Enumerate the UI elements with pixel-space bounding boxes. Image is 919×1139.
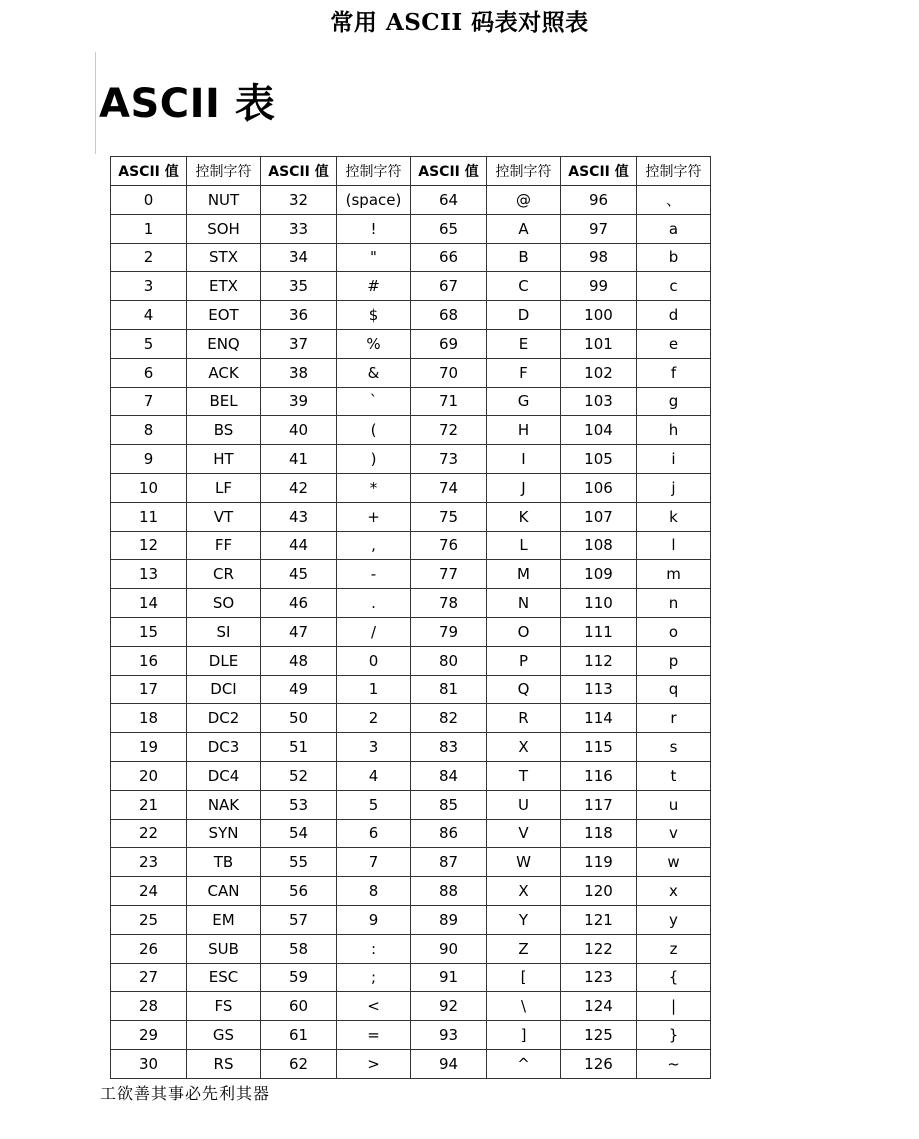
ascii-value-cell: 45: [261, 560, 337, 589]
ascii-value-cell: 72: [411, 416, 487, 445]
control-char-cell: x: [637, 877, 711, 906]
control-char-cell: z: [637, 934, 711, 963]
table-row: [111, 617, 711, 646]
ascii-value-cell: 17: [111, 675, 187, 704]
table-row: [111, 416, 711, 445]
ascii-value-cell: 56: [261, 877, 337, 906]
control-char-cell: 3: [337, 733, 411, 762]
control-char-cell: u: [637, 790, 711, 819]
ascii-value-cell: 33: [261, 214, 337, 243]
ascii-value-cell: 14: [111, 589, 187, 618]
control-char-cell: e: [637, 329, 711, 358]
control-char-cell: <: [337, 992, 411, 1021]
control-char-cell: `: [337, 387, 411, 416]
control-char-cell: FF: [187, 531, 261, 560]
control-char-cell: \: [487, 992, 561, 1021]
control-char-cell: 、: [637, 186, 711, 215]
control-char-cell: CAN: [187, 877, 261, 906]
table-header-row: [111, 157, 711, 186]
ascii-value-cell: 118: [561, 819, 637, 848]
ascii-value-cell: 114: [561, 704, 637, 733]
control-char-cell: g: [637, 387, 711, 416]
ascii-value-cell: 61: [261, 1021, 337, 1050]
control-char-cell: L: [487, 531, 561, 560]
control-char-cell: SI: [187, 617, 261, 646]
control-char-cell: E: [487, 329, 561, 358]
ascii-value-cell: 92: [411, 992, 487, 1021]
control-char-cell: a: [637, 214, 711, 243]
control-char-cell: ESC: [187, 963, 261, 992]
control-char-cell: Y: [487, 905, 561, 934]
table-row: [111, 329, 711, 358]
ascii-value-cell: 51: [261, 733, 337, 762]
ascii-value-cell: 62: [261, 1049, 337, 1078]
left-margin-rule: [95, 52, 96, 154]
ascii-value-cell: 68: [411, 301, 487, 330]
control-char-cell: >: [337, 1049, 411, 1078]
control-char-cell: K: [487, 502, 561, 531]
control-char-cell: D: [487, 301, 561, 330]
ascii-value-cell: 73: [411, 445, 487, 474]
control-char-cell: F: [487, 358, 561, 387]
ascii-value-cell: 30: [111, 1049, 187, 1078]
control-char-cell: DC4: [187, 761, 261, 790]
ascii-value-cell: 42: [261, 473, 337, 502]
ascii-value-cell: 3: [111, 272, 187, 301]
control-char-cell: ^: [487, 1049, 561, 1078]
control-char-cell: TB: [187, 848, 261, 877]
ascii-value-cell: 98: [561, 243, 637, 272]
ascii-value-cell: 86: [411, 819, 487, 848]
ascii-value-cell: 106: [561, 473, 637, 502]
table-row: [111, 1021, 711, 1050]
ascii-value-cell: 111: [561, 617, 637, 646]
control-char-cell: I: [487, 445, 561, 474]
ascii-value-cell: 74: [411, 473, 487, 502]
ascii-value-cell: 39: [261, 387, 337, 416]
ascii-value-cell: 44: [261, 531, 337, 560]
ascii-value-cell: 1: [111, 214, 187, 243]
ascii-value-cell: 94: [411, 1049, 487, 1078]
control-char-cell: DCI: [187, 675, 261, 704]
ascii-value-cell: 70: [411, 358, 487, 387]
ascii-value-cell: 108: [561, 531, 637, 560]
control-char-cell: [: [487, 963, 561, 992]
table-row: [111, 819, 711, 848]
control-char-cell: 9: [337, 905, 411, 934]
ascii-value-cell: 7: [111, 387, 187, 416]
table-row: [111, 473, 711, 502]
ascii-value-cell: 11: [111, 502, 187, 531]
table-row: [111, 790, 711, 819]
control-char-cell: ]: [487, 1021, 561, 1050]
ascii-value-cell: 28: [111, 992, 187, 1021]
header-ascii-value: ASCII 值: [111, 157, 187, 186]
control-char-cell: BS: [187, 416, 261, 445]
ascii-value-cell: 109: [561, 560, 637, 589]
control-char-cell: =: [337, 1021, 411, 1050]
ascii-value-cell: 22: [111, 819, 187, 848]
header-ascii-value: ASCII 值: [561, 157, 637, 186]
control-char-cell: GS: [187, 1021, 261, 1050]
control-char-cell: BEL: [187, 387, 261, 416]
control-char-cell: 8: [337, 877, 411, 906]
ascii-value-cell: 65: [411, 214, 487, 243]
ascii-value-cell: 123: [561, 963, 637, 992]
ascii-value-cell: 52: [261, 761, 337, 790]
control-char-cell: SUB: [187, 934, 261, 963]
ascii-value-cell: 115: [561, 733, 637, 762]
ascii-value-cell: 85: [411, 790, 487, 819]
control-char-cell: ;: [337, 963, 411, 992]
ascii-value-cell: 82: [411, 704, 487, 733]
control-char-cell: DLE: [187, 646, 261, 675]
ascii-value-cell: 6: [111, 358, 187, 387]
ascii-value-cell: 5: [111, 329, 187, 358]
ascii-value-cell: 77: [411, 560, 487, 589]
control-char-cell: d: [637, 301, 711, 330]
control-char-cell: s: [637, 733, 711, 762]
control-char-cell: O: [487, 617, 561, 646]
table-row: [111, 186, 711, 215]
ascii-value-cell: 125: [561, 1021, 637, 1050]
ascii-value-cell: 59: [261, 963, 337, 992]
ascii-value-cell: 100: [561, 301, 637, 330]
control-char-cell: w: [637, 848, 711, 877]
document-title: 常用 ASCII 码表对照表: [330, 9, 589, 36]
ascii-value-cell: 126: [561, 1049, 637, 1078]
ascii-value-cell: 119: [561, 848, 637, 877]
ascii-value-cell: 113: [561, 675, 637, 704]
header-control-char: 控制字符: [487, 157, 561, 186]
control-char-cell: l: [637, 531, 711, 560]
ascii-value-cell: 27: [111, 963, 187, 992]
ascii-value-cell: 64: [411, 186, 487, 215]
ascii-value-cell: 18: [111, 704, 187, 733]
ascii-value-cell: 79: [411, 617, 487, 646]
control-char-cell: #: [337, 272, 411, 301]
control-char-cell: EOT: [187, 301, 261, 330]
control-char-cell: HT: [187, 445, 261, 474]
table-row: [111, 272, 711, 301]
table-row: [111, 214, 711, 243]
header-control-char: 控制字符: [637, 157, 711, 186]
ascii-value-cell: 16: [111, 646, 187, 675]
ascii-value-cell: 83: [411, 733, 487, 762]
ascii-value-cell: 8: [111, 416, 187, 445]
ascii-value-cell: 124: [561, 992, 637, 1021]
ascii-value-cell: 89: [411, 905, 487, 934]
ascii-table: [110, 156, 711, 1079]
control-char-cell: M: [487, 560, 561, 589]
control-char-cell: c: [637, 272, 711, 301]
ascii-value-cell: 102: [561, 358, 637, 387]
ascii-value-cell: 12: [111, 531, 187, 560]
ascii-value-cell: 121: [561, 905, 637, 934]
control-char-cell: T: [487, 761, 561, 790]
control-char-cell: {: [637, 963, 711, 992]
control-char-cell: N: [487, 589, 561, 618]
ascii-value-cell: 112: [561, 646, 637, 675]
control-char-cell: 7: [337, 848, 411, 877]
control-char-cell: 0: [337, 646, 411, 675]
table-body: [111, 186, 711, 1079]
ascii-value-cell: 99: [561, 272, 637, 301]
control-char-cell: A: [487, 214, 561, 243]
table-row: [111, 877, 711, 906]
control-char-cell: *: [337, 473, 411, 502]
control-char-cell: U: [487, 790, 561, 819]
section-heading: ASCII 表: [99, 81, 276, 127]
table-row: [111, 646, 711, 675]
control-char-cell: :: [337, 934, 411, 963]
control-char-cell: 1: [337, 675, 411, 704]
control-char-cell: STX: [187, 243, 261, 272]
control-char-cell: y: [637, 905, 711, 934]
table-row: [111, 675, 711, 704]
control-char-cell: RS: [187, 1049, 261, 1078]
control-char-cell: 5: [337, 790, 411, 819]
ascii-value-cell: 122: [561, 934, 637, 963]
control-char-cell: ENQ: [187, 329, 261, 358]
table-row: [111, 905, 711, 934]
ascii-value-cell: 23: [111, 848, 187, 877]
control-char-cell: SO: [187, 589, 261, 618]
ascii-value-cell: 91: [411, 963, 487, 992]
ascii-value-cell: 103: [561, 387, 637, 416]
control-char-cell: ~: [637, 1049, 711, 1078]
ascii-value-cell: 116: [561, 761, 637, 790]
ascii-value-cell: 54: [261, 819, 337, 848]
table-row: [111, 502, 711, 531]
ascii-value-cell: 101: [561, 329, 637, 358]
ascii-value-cell: 81: [411, 675, 487, 704]
control-char-cell: P: [487, 646, 561, 675]
ascii-value-cell: 4: [111, 301, 187, 330]
table-row: [111, 358, 711, 387]
control-char-cell: v: [637, 819, 711, 848]
ascii-value-cell: 67: [411, 272, 487, 301]
control-char-cell: DC3: [187, 733, 261, 762]
control-char-cell: SOH: [187, 214, 261, 243]
ascii-value-cell: 50: [261, 704, 337, 733]
control-char-cell: }: [637, 1021, 711, 1050]
ascii-value-cell: 40: [261, 416, 337, 445]
table-row: [111, 387, 711, 416]
control-char-cell: C: [487, 272, 561, 301]
control-char-cell: B: [487, 243, 561, 272]
control-char-cell: i: [637, 445, 711, 474]
ascii-value-cell: 35: [261, 272, 337, 301]
table-row: [111, 1049, 711, 1078]
control-char-cell: r: [637, 704, 711, 733]
ascii-value-cell: 105: [561, 445, 637, 474]
control-char-cell: h: [637, 416, 711, 445]
ascii-value-cell: 120: [561, 877, 637, 906]
ascii-value-cell: 96: [561, 186, 637, 215]
table-row: [111, 560, 711, 589]
ascii-value-cell: 107: [561, 502, 637, 531]
control-char-cell: $: [337, 301, 411, 330]
ascii-value-cell: 32: [261, 186, 337, 215]
ascii-value-cell: 41: [261, 445, 337, 474]
control-char-cell: q: [637, 675, 711, 704]
control-char-cell: m: [637, 560, 711, 589]
control-char-cell: SYN: [187, 819, 261, 848]
control-char-cell: EM: [187, 905, 261, 934]
control-char-cell: j: [637, 473, 711, 502]
control-char-cell: @: [487, 186, 561, 215]
control-char-cell: f: [637, 358, 711, 387]
ascii-value-cell: 20: [111, 761, 187, 790]
table-row: [111, 733, 711, 762]
control-char-cell: 6: [337, 819, 411, 848]
table-row: [111, 992, 711, 1021]
control-char-cell: LF: [187, 473, 261, 502]
control-char-cell: (space): [337, 186, 411, 215]
control-char-cell: +: [337, 502, 411, 531]
ascii-value-cell: 34: [261, 243, 337, 272]
control-char-cell: H: [487, 416, 561, 445]
control-char-cell: |: [637, 992, 711, 1021]
control-char-cell: X: [487, 733, 561, 762]
ascii-value-cell: 10: [111, 473, 187, 502]
control-char-cell: Z: [487, 934, 561, 963]
control-char-cell: X: [487, 877, 561, 906]
ascii-value-cell: 46: [261, 589, 337, 618]
ascii-value-cell: 38: [261, 358, 337, 387]
control-char-cell: R: [487, 704, 561, 733]
ascii-value-cell: 49: [261, 675, 337, 704]
table-row: [111, 301, 711, 330]
control-char-cell: o: [637, 617, 711, 646]
ascii-value-cell: 80: [411, 646, 487, 675]
control-char-cell: .: [337, 589, 411, 618]
control-char-cell: NUT: [187, 186, 261, 215]
ascii-value-cell: 78: [411, 589, 487, 618]
control-char-cell: &: [337, 358, 411, 387]
header-ascii-value: ASCII 值: [261, 157, 337, 186]
ascii-value-cell: 9: [111, 445, 187, 474]
table-row: [111, 445, 711, 474]
ascii-value-cell: 36: [261, 301, 337, 330]
ascii-value-cell: 53: [261, 790, 337, 819]
table-row: [111, 963, 711, 992]
control-char-cell: FS: [187, 992, 261, 1021]
table-row: [111, 848, 711, 877]
ascii-value-cell: 66: [411, 243, 487, 272]
control-char-cell: ACK: [187, 358, 261, 387]
ascii-value-cell: 88: [411, 877, 487, 906]
control-char-cell: 4: [337, 761, 411, 790]
control-char-cell: NAK: [187, 790, 261, 819]
table-row: [111, 589, 711, 618]
control-char-cell: V: [487, 819, 561, 848]
ascii-value-cell: 104: [561, 416, 637, 445]
ascii-value-cell: 13: [111, 560, 187, 589]
control-char-cell: ): [337, 445, 411, 474]
control-char-cell: ETX: [187, 272, 261, 301]
control-char-cell: VT: [187, 502, 261, 531]
control-char-cell: n: [637, 589, 711, 618]
ascii-value-cell: 69: [411, 329, 487, 358]
ascii-value-cell: 87: [411, 848, 487, 877]
ascii-value-cell: 58: [261, 934, 337, 963]
ascii-value-cell: 75: [411, 502, 487, 531]
ascii-value-cell: 76: [411, 531, 487, 560]
ascii-value-cell: 97: [561, 214, 637, 243]
table-row: [111, 531, 711, 560]
control-char-cell: k: [637, 502, 711, 531]
ascii-value-cell: 84: [411, 761, 487, 790]
ascii-value-cell: 0: [111, 186, 187, 215]
control-char-cell: %: [337, 329, 411, 358]
ascii-value-cell: 55: [261, 848, 337, 877]
header-control-char: 控制字符: [337, 157, 411, 186]
control-char-cell: p: [637, 646, 711, 675]
control-char-cell: /: [337, 617, 411, 646]
ascii-value-cell: 2: [111, 243, 187, 272]
control-char-cell: CR: [187, 560, 261, 589]
ascii-value-cell: 26: [111, 934, 187, 963]
control-char-cell: -: [337, 560, 411, 589]
ascii-value-cell: 48: [261, 646, 337, 675]
control-char-cell: !: [337, 214, 411, 243]
control-char-cell: J: [487, 473, 561, 502]
header-control-char: 控制字符: [187, 157, 261, 186]
header-ascii-value: ASCII 值: [411, 157, 487, 186]
ascii-value-cell: 57: [261, 905, 337, 934]
ascii-value-cell: 43: [261, 502, 337, 531]
control-char-cell: W: [487, 848, 561, 877]
ascii-value-cell: 90: [411, 934, 487, 963]
footer-text: 工欲善其事必先利其器: [100, 1084, 271, 1103]
control-char-cell: G: [487, 387, 561, 416]
control-char-cell: b: [637, 243, 711, 272]
ascii-value-cell: 19: [111, 733, 187, 762]
ascii-value-cell: 93: [411, 1021, 487, 1050]
table-row: [111, 761, 711, 790]
control-char-cell: (: [337, 416, 411, 445]
ascii-value-cell: 15: [111, 617, 187, 646]
table-row: [111, 934, 711, 963]
control-char-cell: ": [337, 243, 411, 272]
ascii-value-cell: 60: [261, 992, 337, 1021]
table-row: [111, 243, 711, 272]
control-char-cell: 2: [337, 704, 411, 733]
ascii-value-cell: 25: [111, 905, 187, 934]
ascii-value-cell: 117: [561, 790, 637, 819]
ascii-value-cell: 37: [261, 329, 337, 358]
ascii-value-cell: 24: [111, 877, 187, 906]
ascii-value-cell: 71: [411, 387, 487, 416]
ascii-value-cell: 29: [111, 1021, 187, 1050]
ascii-value-cell: 21: [111, 790, 187, 819]
control-char-cell: t: [637, 761, 711, 790]
control-char-cell: ,: [337, 531, 411, 560]
table-row: [111, 704, 711, 733]
control-char-cell: DC2: [187, 704, 261, 733]
control-char-cell: Q: [487, 675, 561, 704]
ascii-value-cell: 47: [261, 617, 337, 646]
ascii-value-cell: 110: [561, 589, 637, 618]
